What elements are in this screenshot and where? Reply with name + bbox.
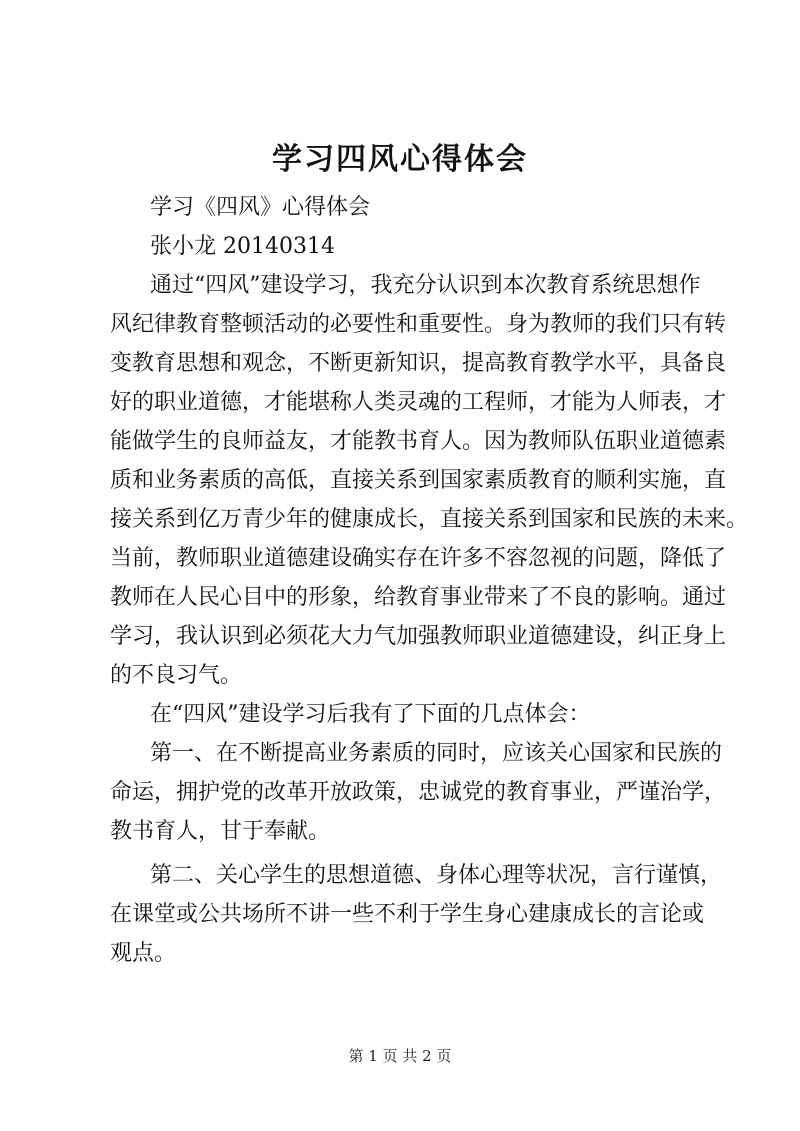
text-line: 教书育人，甘于奉献。	[110, 819, 331, 844]
paragraph-2	[110, 695, 710, 734]
document-body	[110, 188, 749, 973]
text-line: 的不良习气。	[110, 663, 243, 688]
text-line: 观点。	[110, 941, 177, 966]
text-line: 当前，教师职业道德建设确实存在许多不容忽视的问题，降低了	[110, 546, 727, 571]
page-title: 学习四风心得体会	[272, 142, 528, 177]
paragraph-1	[110, 266, 749, 695]
page-number-footer: 第 1 页 共 2 页	[348, 1047, 452, 1065]
text-line: 第二、关心学生的思想道德、身体心理等状况，言行谨慎，	[150, 863, 723, 888]
text-line: 在课堂或公共场所不讲一些不利于学生身心建康成长的言论或	[110, 902, 705, 927]
author-date-line: 张小龙 20140314	[150, 234, 335, 259]
text-line: 质和业务素质的高低，直接关系到国家素质教育的顺利实施，直	[110, 468, 727, 493]
text-line: 第一、在不断提高业务素质的同时，应该关心国家和民族的	[150, 741, 723, 766]
text-line: 命运，拥护党的改革开放政策，忠诚党的教育事业，严谨治学，	[110, 780, 727, 805]
paragraph-4	[110, 856, 723, 973]
text-line: 教师在人民心目中的形象，给教育事业带来了不良的影响。通过	[110, 585, 727, 610]
text-line: 通过“四风”建设学习，我充分认识到本次教育系统思想作	[150, 273, 701, 298]
text-line: 变教育思想和观念，不断更新知识，提高教育教学水平，具备良	[110, 351, 727, 376]
text-line: 在“四风”建设学习后我有了下面的几点体会：	[150, 702, 591, 727]
text-line: 风纪律教育整顿活动的必要性和重要性。身为教师的我们只有转	[110, 312, 727, 337]
paragraph-3	[110, 734, 727, 851]
text-line: 接关系到亿万青少年的健康成长，直接关系到国家和民族的未来。	[110, 507, 749, 532]
subtitle-line: 学习《四风》心得体会	[150, 195, 371, 220]
text-line: 好的职业道德，才能堪称人类灵魂的工程师，才能为人师表，才	[110, 390, 727, 415]
text-line: 学习，我认识到必须花大力气加强教师职业道德建设，纠正身上	[110, 624, 727, 649]
text-line: 能做学生的良师益友，才能教书育人。因为教师队伍职业道德素	[110, 429, 727, 454]
